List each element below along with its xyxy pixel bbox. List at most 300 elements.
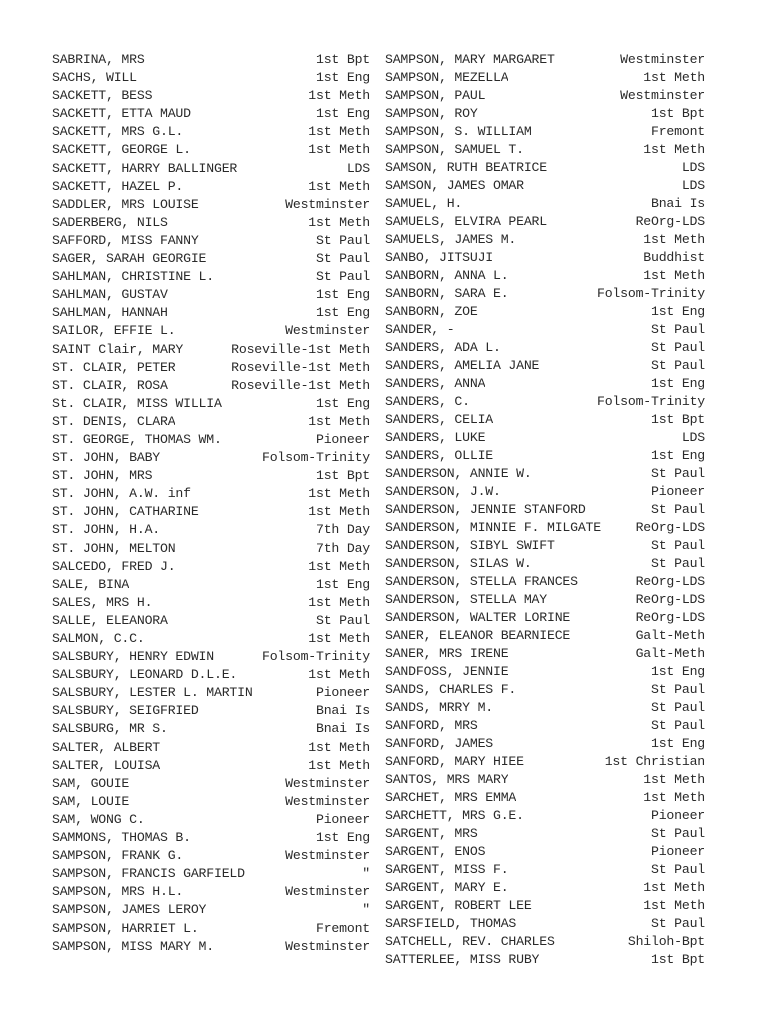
entry-name: SAMPSON, MRS H.L. (52, 884, 184, 900)
entry-church: 7th Day (316, 522, 370, 538)
entry-church: 1st Meth (643, 898, 705, 913)
entry-name: St. CLAIR, MISS WILLIA (52, 395, 222, 411)
entry-name: SANDERSON, STELLA MAY (385, 592, 547, 607)
entry-name: ST. JOHN, A.W. inf (52, 486, 191, 502)
entry-name: SARSFIELD, THOMAS (385, 916, 517, 931)
list-item (385, 465, 705, 483)
list-item (52, 702, 370, 720)
entry-church: 1st Meth (643, 772, 705, 787)
entry-church: 1st Bpt (316, 468, 370, 484)
list-item (52, 322, 370, 340)
entry-name: SACKETT, BESS (52, 88, 153, 104)
entry-church: St Paul (651, 682, 705, 697)
list-item (385, 177, 705, 195)
entry-name: SANDERSON, MINNIE F. MILGATE (385, 520, 601, 535)
entry-church: Pioneer (651, 484, 705, 499)
entry-church: Roseville-1st Meth (231, 359, 370, 375)
entry-name: SANBO, JITSUJI (385, 250, 493, 265)
entry-church: Fremont (651, 124, 705, 139)
list-item (385, 771, 705, 789)
list-item (385, 681, 705, 699)
entry-church: 1st Meth (643, 232, 705, 247)
entry-name: SAMPSON, JAMES LEROY (52, 902, 207, 918)
entry-name: SANDERS, LUKE (385, 430, 486, 445)
entry-name: SALSBURY, HENRY EDWIN (52, 649, 214, 665)
list-item (385, 789, 705, 807)
list-item (52, 793, 370, 811)
list-item (385, 159, 705, 177)
list-item (52, 847, 370, 865)
list-item (52, 69, 370, 87)
list-item (385, 447, 705, 465)
entry-church: 1st Meth (308, 178, 370, 194)
entry-name: SALSBURY, SEIGFRIED (52, 703, 199, 719)
entry-name: SAMMONS, THOMAS B. (52, 830, 191, 846)
entry-church: 1st Bpt (651, 952, 705, 967)
entry-church: 1st Eng (316, 106, 370, 122)
entry-name: ST. JOHN, MRS (52, 468, 153, 484)
entry-church: Westminster (620, 52, 705, 67)
list-item (385, 591, 705, 609)
entry-church: 1st Meth (308, 594, 370, 610)
entry-name: SANDERS, C. (385, 394, 470, 409)
entry-name: SATTERLEE, MISS RUBY (385, 952, 540, 967)
entry-church: St Paul (651, 322, 705, 337)
entry-church: 1st Eng (316, 287, 370, 303)
list-item (385, 375, 705, 393)
list-item (385, 123, 705, 141)
list-item (385, 267, 705, 285)
entry-name: SADERBERG, NILS (52, 214, 168, 230)
list-item (52, 485, 370, 503)
entry-church: Pioneer (316, 431, 370, 447)
entry-church: 1st Meth (308, 124, 370, 140)
entry-church: ReOrg-LDS (635, 574, 705, 589)
list-item (52, 901, 370, 919)
list-item (52, 304, 370, 322)
entry-name: SAMSON, JAMES OMAR (385, 178, 524, 193)
entry-church: 1st Eng (316, 830, 370, 846)
entry-name: SANDS, CHARLES F. (385, 682, 517, 697)
entry-church: " (362, 866, 370, 882)
entry-name: SANDFOSS, JENNIE (385, 664, 509, 679)
entry-name: ST. DENIS, CLARA (52, 413, 176, 429)
list-item (385, 213, 705, 231)
entry-name: SANDERS, CELIA (385, 412, 493, 427)
list-item (52, 178, 370, 196)
entry-name: SAMUELS, ELVIRA PEARL (385, 214, 547, 229)
entry-name: SANDERSON, SIBYL SWIFT (385, 538, 555, 553)
list-item (385, 51, 705, 69)
entry-name: SALCEDO, FRED J. (52, 558, 176, 574)
list-item (385, 897, 705, 915)
entry-name: SAM, WONG C. (52, 811, 145, 827)
entry-name: SAMPSON, SAMUEL T. (385, 142, 524, 157)
entry-church: ReOrg-LDS (635, 592, 705, 607)
list-item (385, 735, 705, 753)
list-item (385, 933, 705, 951)
entry-name: SADDLER, MRS LOUISE (52, 196, 199, 212)
entry-church: 1st Meth (308, 214, 370, 230)
list-item (52, 648, 370, 666)
list-item (385, 429, 705, 447)
list-item (385, 861, 705, 879)
entry-name: SALSBURY, LESTER L. MARTIN (52, 685, 253, 701)
entry-name: SACKETT, ETTA MAUD (52, 106, 191, 122)
entry-name: SAGER, SARAH GEORGIE (52, 251, 207, 267)
list-item (52, 503, 370, 521)
list-item (385, 663, 705, 681)
entry-name: SARGENT, ROBERT LEE (385, 898, 532, 913)
list-item (385, 609, 705, 627)
entry-name: SAM, GOUIE (52, 775, 130, 791)
entry-church: ReOrg-LDS (635, 520, 705, 535)
entry-church: St Paul (316, 612, 370, 628)
entry-name: SANER, ELEANOR BEARNIECE (385, 628, 571, 643)
entry-church: 1st Eng (651, 376, 705, 391)
list-item (52, 250, 370, 268)
entry-name: SAHLMAN, HANNAH (52, 305, 168, 321)
list-item (385, 321, 705, 339)
entry-name: SABRINA, MRS (52, 52, 145, 67)
entry-name: SANER, MRS IRENE (385, 646, 509, 661)
entry-name: ST. CLAIR, ROSA (52, 377, 168, 393)
entry-church: 1st Eng (316, 305, 370, 321)
entry-name: SALTER, LOUISA (52, 757, 160, 773)
entry-church: Pioneer (651, 808, 705, 823)
list-item (52, 540, 370, 558)
entry-church: 1st Meth (308, 413, 370, 429)
list-item (385, 807, 705, 825)
entry-church: St Paul (651, 718, 705, 733)
entry-church: Roseville-1st Meth (231, 341, 370, 357)
entry-name: SANTOS, MRS MARY (385, 772, 509, 787)
entry-church: 1st Meth (308, 757, 370, 773)
list-item (385, 951, 705, 969)
entry-church: Westminster (620, 88, 705, 103)
list-item (385, 825, 705, 843)
entry-church: Westminster (285, 196, 370, 212)
list-item (52, 920, 370, 938)
entry-church: 1st Christian (604, 754, 705, 769)
entry-name: SALSBURG, MR S. (52, 721, 168, 737)
list-item (385, 411, 705, 429)
list-item (52, 883, 370, 901)
entry-name: SANDERSON, J.W. (385, 484, 501, 499)
entry-name: SALE, BINA (52, 576, 130, 592)
list-item (52, 521, 370, 539)
entry-name: SALLE, ELEANORA (52, 612, 168, 628)
entry-name: SALMON, C.C. (52, 631, 145, 646)
entry-name: SACHS, WILL (52, 70, 137, 86)
entry-church: 1st Meth (643, 790, 705, 805)
entry-name: SAMPSON, HARRIET L. (52, 920, 199, 936)
list-item (52, 576, 370, 594)
entry-name: SALSBURY, LEONARD D.L.E. (52, 667, 238, 683)
list-item (385, 249, 705, 267)
entry-name: SACKETT, HARRY BALLINGER (52, 160, 238, 176)
list-item (52, 141, 370, 159)
entry-church: Bnai Is (316, 721, 370, 737)
list-item (385, 915, 705, 933)
entry-church: LDS (681, 430, 705, 445)
entry-church: 1st Eng (316, 395, 370, 411)
list-item (385, 69, 705, 87)
entry-name: SAHLMAN, CHRISTINE L. (52, 269, 214, 285)
entry-name: SANDERSON, ANNIE W. (385, 466, 532, 481)
list-item (385, 645, 705, 663)
entry-name: SAMPSON, FRANK G. (52, 848, 184, 864)
list-item (385, 393, 705, 411)
entry-name: SAMUEL, H. (385, 196, 463, 211)
entry-name: SARCHET, MRS EMMA (385, 790, 517, 805)
entry-name: SAMPSON, PAUL (385, 88, 486, 103)
entry-name: SAMPSON, MISS MARY M. (52, 938, 214, 954)
entry-church: St Paul (316, 232, 370, 248)
entry-church: Folsom-Trinity (262, 450, 370, 466)
entry-church: 1st Eng (651, 664, 705, 679)
entry-church: 1st Meth (308, 88, 370, 104)
entry-church: 1st Meth (308, 739, 370, 755)
entry-church: St Paul (651, 358, 705, 373)
entry-name: SAMPSON, FRANCIS GARFIELD (52, 866, 245, 882)
list-item (385, 555, 705, 573)
list-item (52, 431, 370, 449)
list-item (52, 775, 370, 793)
list-item (385, 357, 705, 375)
list-item (385, 303, 705, 321)
entry-name: SACKETT, MRS G.L. (52, 124, 184, 140)
list-item (52, 268, 370, 286)
entry-name: SACKETT, GEORGE L. (52, 142, 191, 158)
entry-name: SANDERSON, WALTER LORINE (385, 610, 571, 625)
entry-name: SALES, MRS H. (52, 594, 153, 610)
entry-name: SAMPSON, MEZELLA (385, 70, 509, 85)
list-item (52, 395, 370, 413)
entry-name: SAHLMAN, GUSTAV (52, 287, 168, 303)
list-item (52, 123, 370, 141)
entry-church: Westminster (285, 938, 370, 954)
list-item (52, 196, 370, 214)
entry-church: 1st Meth (643, 70, 705, 85)
list-item (385, 501, 705, 519)
entry-name: SANDERSON, SILAS W. (385, 556, 532, 571)
entry-church: Folsom-Trinity (262, 649, 370, 665)
entry-name: SANDERS, ANNA (385, 376, 486, 391)
entry-name: SANDERS, ADA L. (385, 340, 501, 355)
entry-name: SANDERS, AMELIA JANE (385, 358, 540, 373)
entry-church: 1st Meth (308, 504, 370, 520)
list-item (52, 739, 370, 757)
entry-church: " (362, 902, 370, 918)
entry-church: St Paul (316, 269, 370, 285)
list-item (52, 865, 370, 883)
list-item (385, 753, 705, 771)
entry-church: Buddhist (643, 250, 705, 265)
entry-church: St Paul (651, 556, 705, 571)
entry-name: SALTER, ALBERT (52, 739, 160, 755)
entry-church: LDS (346, 160, 370, 176)
entry-church: Westminster (285, 775, 370, 791)
entry-name: SAMSON, RUTH BEATRICE (385, 160, 547, 175)
entry-church: 1st Bpt (316, 52, 370, 67)
entry-church: St Paul (651, 862, 705, 877)
list-item (52, 341, 370, 359)
list-item (52, 558, 370, 576)
list-item (52, 467, 370, 485)
entry-church: St Paul (651, 538, 705, 553)
entry-name: SANFORD, JAMES (385, 736, 493, 751)
list-item (52, 594, 370, 612)
entry-name: SANDERSON, STELLA FRANCES (385, 574, 578, 589)
entry-church: St Paul (651, 340, 705, 355)
entry-church: Westminster (285, 884, 370, 900)
entry-name: ST. JOHN, H.A. (52, 522, 160, 538)
entry-name: SAMPSON, S. WILLIAM (385, 124, 532, 139)
entry-name: SARCHETT, MRS G.E. (385, 808, 524, 823)
entry-church: 1st Eng (651, 736, 705, 751)
entry-church: Pioneer (316, 811, 370, 827)
entry-name: SAINT Clair, MARY (52, 341, 184, 357)
entry-name: SAILOR, EFFIE L. (52, 323, 176, 339)
list-item (385, 519, 705, 537)
entry-name: SAFFORD, MISS FANNY (52, 232, 199, 248)
entry-name: SACKETT, HAZEL P. (52, 178, 184, 194)
entry-church: Galt-Meth (635, 646, 705, 661)
list-item (385, 843, 705, 861)
entry-church: 1st Eng (316, 576, 370, 592)
entry-church: Westminster (285, 793, 370, 809)
entry-name: SAMPSON, MARY MARGARET (385, 52, 555, 67)
list-item (52, 612, 370, 630)
entry-church: 1st Meth (308, 631, 370, 646)
entry-church: Folsom-Trinity (597, 394, 705, 409)
list-item (385, 195, 705, 213)
entry-name: SATCHELL, REV. CHARLES (385, 934, 555, 949)
entry-name: SARGENT, ENOS (385, 844, 486, 859)
entry-name: ST. JOHN, BABY (52, 450, 160, 466)
list-item (52, 160, 370, 178)
list-item (385, 87, 705, 105)
entry-church: St Paul (651, 466, 705, 481)
entry-church: 1st Meth (643, 268, 705, 283)
entry-name: SAMPSON, ROY (385, 106, 478, 121)
entry-name: SARGENT, MISS F. (385, 862, 509, 877)
right-column (385, 51, 705, 969)
left-column (52, 51, 370, 956)
list-item (385, 879, 705, 897)
entry-church: 1st Meth (308, 486, 370, 502)
entry-church: Bnai Is (651, 196, 705, 211)
entry-church: Westminster (285, 848, 370, 864)
entry-church: Shiloh-Bpt (627, 934, 705, 949)
list-item (385, 231, 705, 249)
list-item (52, 286, 370, 304)
entry-church: Bnai Is (316, 703, 370, 719)
entry-name: SANBORN, ANNA L. (385, 268, 509, 283)
entry-name: SARGENT, MARY E. (385, 880, 509, 895)
list-item (52, 214, 370, 232)
list-item (52, 359, 370, 377)
entry-church: St Paul (651, 502, 705, 517)
entry-church: Pioneer (651, 844, 705, 859)
list-item (52, 666, 370, 684)
entry-church: 1st Meth (643, 142, 705, 157)
entry-name: SANDER, - (385, 322, 455, 337)
entry-church: St Paul (651, 826, 705, 841)
entry-church: St Paul (651, 916, 705, 931)
entry-church: 1st Meth (308, 142, 370, 158)
list-item (52, 811, 370, 829)
entry-name: SANBORN, SARA E. (385, 286, 509, 301)
entry-church: 7th Day (316, 540, 370, 556)
entry-name: SARGENT, MRS (385, 826, 478, 841)
entry-name: SAMUELS, JAMES M. (385, 232, 517, 247)
list-item (52, 757, 370, 775)
entry-church: St Paul (316, 251, 370, 267)
entry-church: Galt-Meth (635, 628, 705, 643)
list-item (385, 699, 705, 717)
list-item (52, 105, 370, 123)
entry-church: ReOrg-LDS (635, 610, 705, 625)
list-item (52, 232, 370, 250)
entry-name: SANBORN, ZOE (385, 304, 478, 319)
list-item (52, 938, 370, 956)
entry-church: Roseville-1st Meth (231, 377, 370, 393)
list-item (52, 829, 370, 847)
list-item (385, 537, 705, 555)
list-item (52, 630, 370, 648)
list-item (385, 285, 705, 303)
entry-name: SANFORD, MARY HIEE (385, 754, 524, 769)
list-item (52, 51, 370, 69)
entry-church: 1st Eng (651, 448, 705, 463)
list-item (385, 717, 705, 735)
entry-name: SANDS, MRRY M. (385, 700, 493, 715)
list-item (52, 87, 370, 105)
entry-church: 1st Eng (316, 70, 370, 86)
entry-church: 1st Meth (643, 880, 705, 895)
entry-church: 1st Bpt (651, 412, 705, 427)
entry-name: ST. JOHN, MELTON (52, 540, 176, 556)
entry-church: ReOrg-LDS (635, 214, 705, 229)
entry-church: 1st Bpt (651, 106, 705, 121)
list-item (385, 483, 705, 501)
list-item (52, 449, 370, 467)
list-item (385, 573, 705, 591)
entry-name: SANFORD, MRS (385, 718, 478, 733)
entry-name: ST. CLAIR, PETER (52, 359, 176, 375)
list-item (385, 627, 705, 645)
list-item (385, 141, 705, 159)
list-item (52, 720, 370, 738)
entry-name: ST. GEORGE, THOMAS WM. (52, 431, 222, 447)
entry-church: Fremont (316, 920, 370, 936)
entry-name: SANDERS, OLLIE (385, 448, 493, 463)
entry-name: SAM, LOUIE (52, 793, 130, 809)
entry-church: Pioneer (316, 685, 370, 701)
entry-church: LDS (681, 178, 705, 193)
list-item (385, 105, 705, 123)
entry-church: St Paul (651, 700, 705, 715)
entry-church: 1st Meth (308, 667, 370, 683)
list-item (52, 684, 370, 702)
entry-name: SANDERSON, JENNIE STANFORD (385, 502, 586, 517)
entry-church: Folsom-Trinity (597, 286, 705, 301)
entry-church: LDS (681, 160, 705, 175)
entry-church: 1st Eng (651, 304, 705, 319)
entry-church: Westminster (285, 323, 370, 339)
